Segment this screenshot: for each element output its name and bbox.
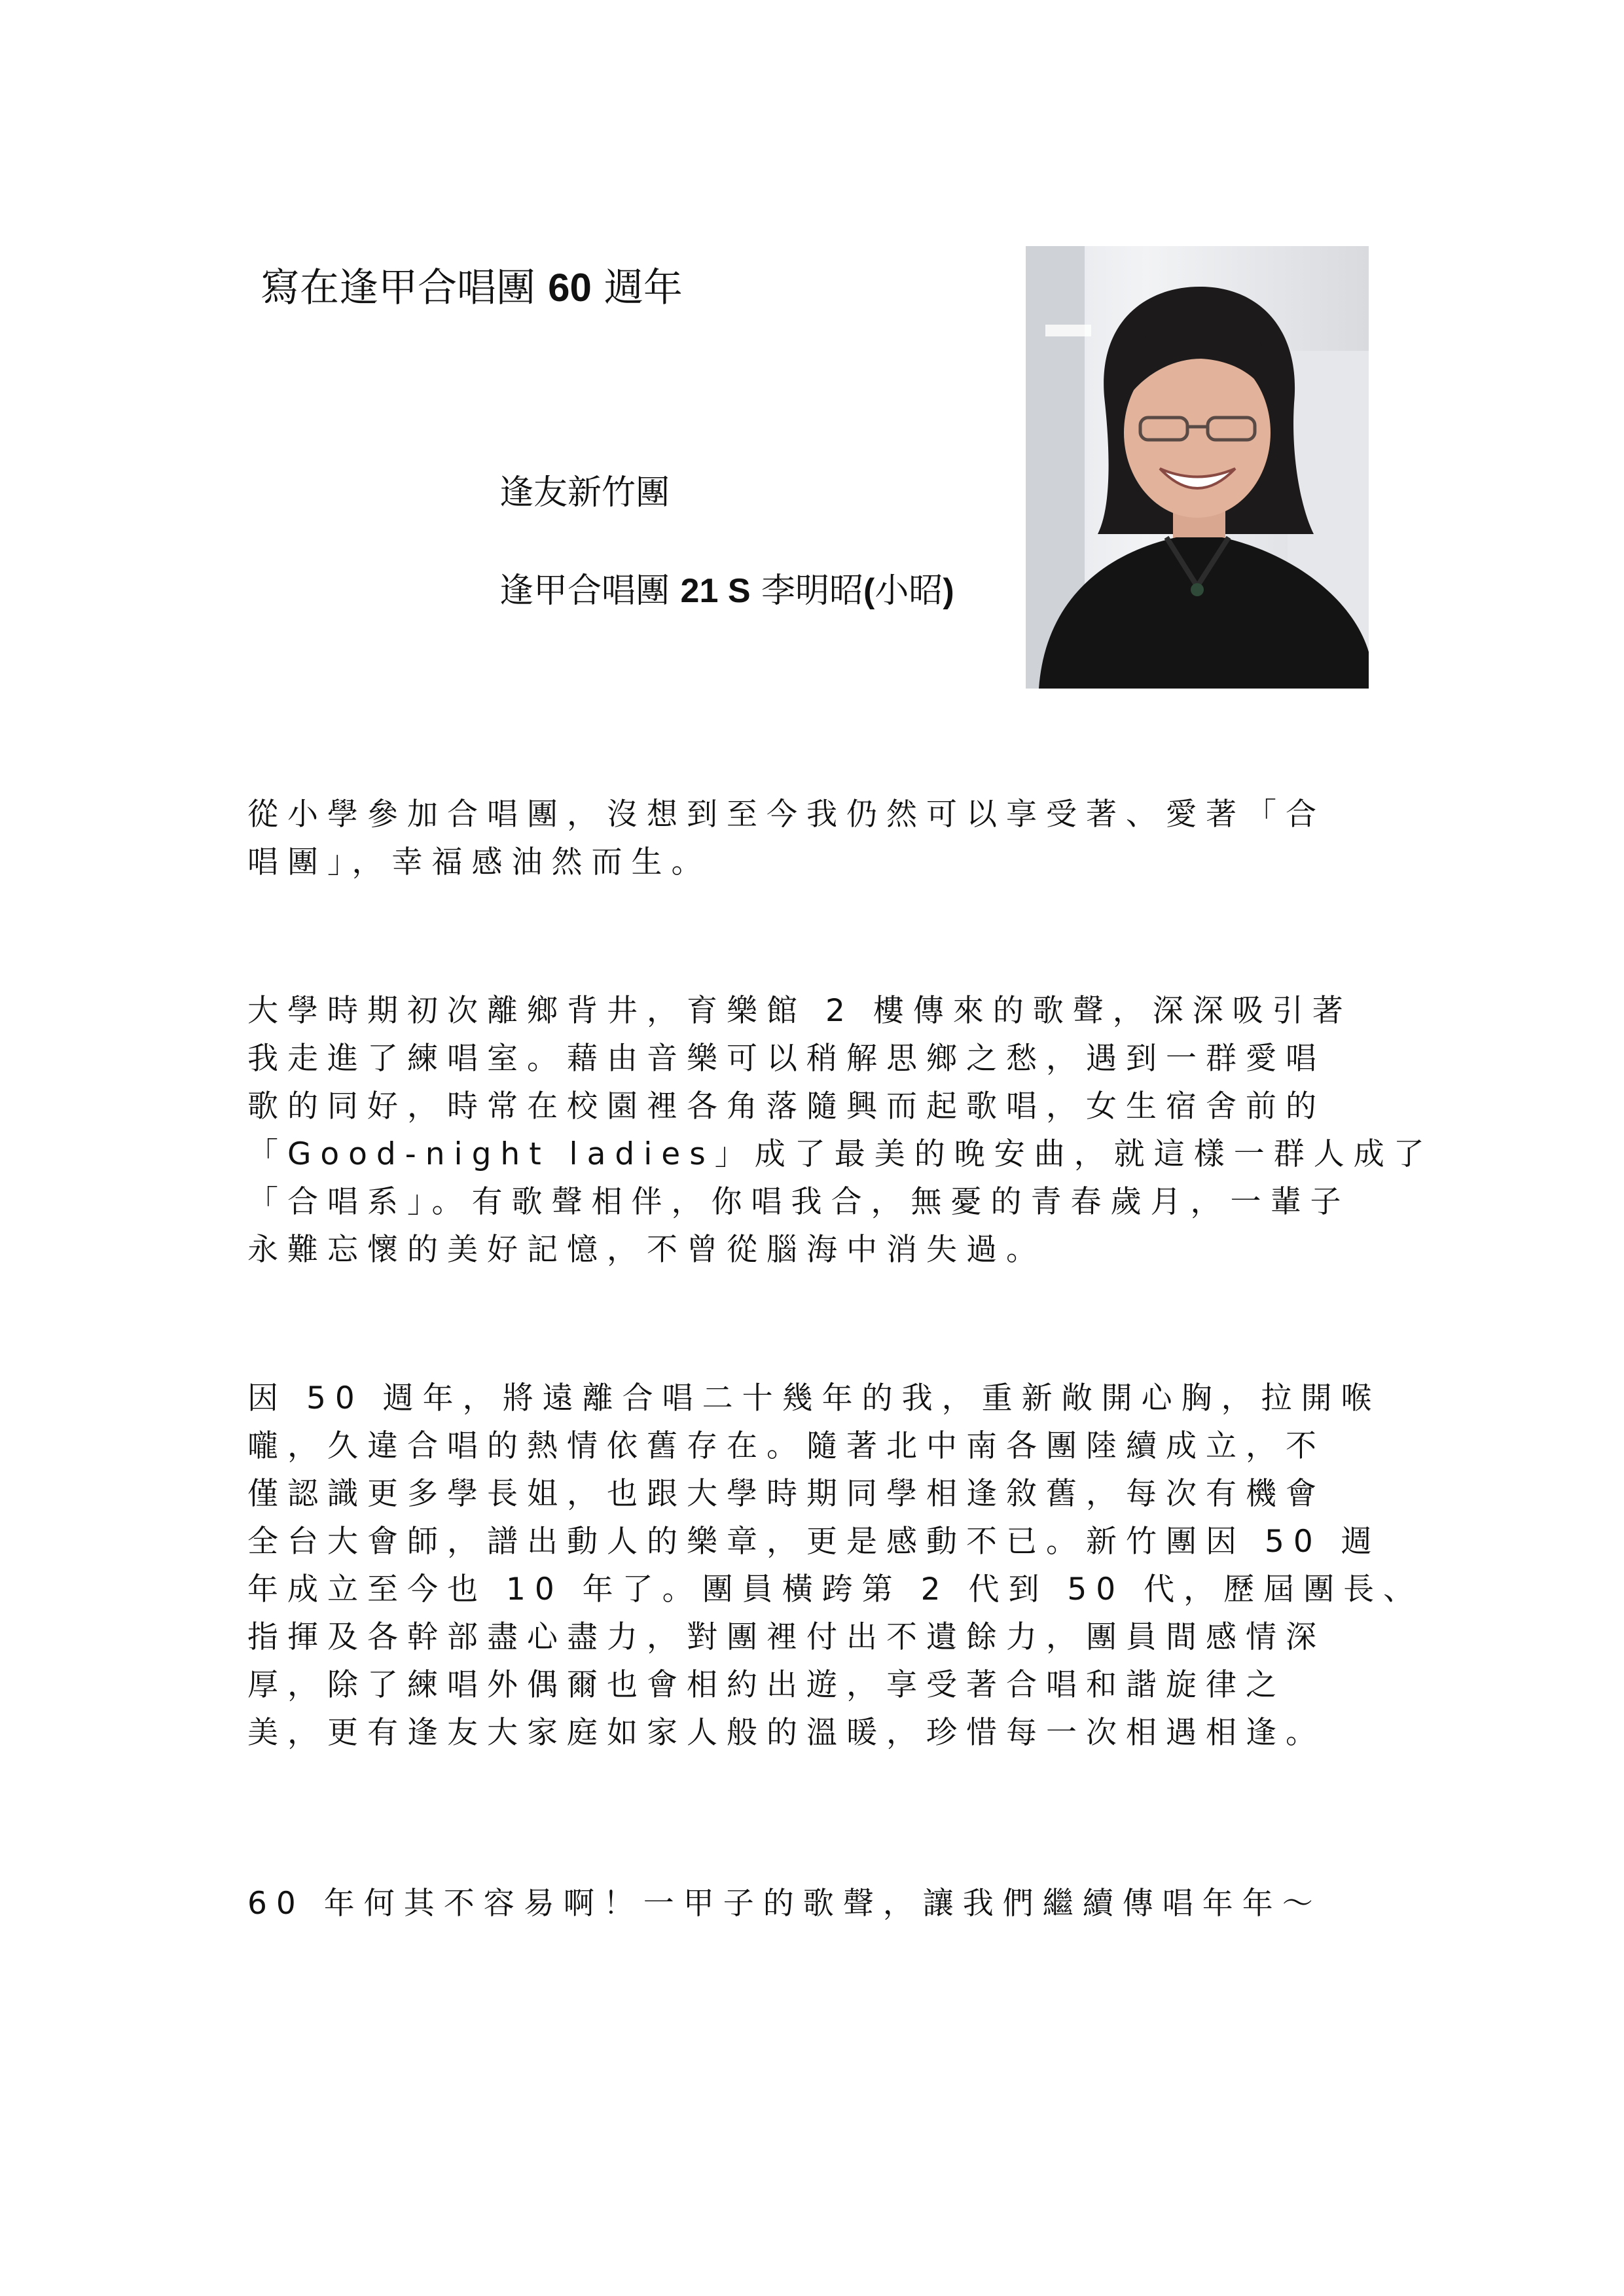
paragraph-line: 我走進了練唱室。藉由音樂可以稍解思鄉之愁，遇到一群愛唱 xyxy=(247,1041,1326,1077)
paragraph-line: 從小學參加合唱團，沒想到至今我仍然可以享受著、愛著「合 xyxy=(247,797,1326,833)
group-name: 逢友新竹團 xyxy=(499,473,670,512)
paragraph-line: 美，更有逢友大家庭如家人般的溫暖，珍惜每一次相遇相逢。 xyxy=(247,1715,1326,1751)
paragraph-line: 因 50 週年，將遠離合唱二十幾年的我，重新敞開心胸，拉開喉 xyxy=(247,1380,1381,1416)
paragraph-line: 大學時期初次離鄉背井，育樂館 2 樓傳來的歌聲，深深吸引著 xyxy=(247,993,1352,1029)
paragraph-3 xyxy=(247,1374,1424,1757)
paragraph-2 xyxy=(247,987,1434,1274)
author-name: 逢甲合唱團 21 S 李明昭(小昭) xyxy=(499,571,954,611)
author-photo xyxy=(1026,246,1369,689)
paragraph-line: 60 年何其不容易啊！一甲子的歌聲，讓我們繼續傳唱年年～ xyxy=(247,1886,1322,1922)
paragraph-line: 永難忘懷的美好記憶，不曾從腦海中消失過。 xyxy=(247,1232,1046,1268)
paragraph-line: 唱團」，幸福感油然而生。 xyxy=(247,844,712,880)
paragraph-line: 僅認識更多學長姐，也跟大學時期同學相逢敘舊，每次有機會 xyxy=(247,1476,1326,1512)
paragraph-line: 歌的同好，時常在校園裡各角落隨興而起歌唱，女生宿舍前的 xyxy=(247,1088,1326,1124)
paragraph-line: 全台大會師，譜出動人的樂章，更是感動不已。新竹團因 50 週 xyxy=(247,1524,1381,1560)
paragraph-line: 指揮及各幹部盡心盡力，對團裡付出不遺餘力，團員間感情深 xyxy=(247,1619,1326,1655)
paragraph-line: 厚，除了練唱外偶爾也會相約出遊，享受著合唱和諧旋律之 xyxy=(247,1667,1286,1703)
paragraph-4 xyxy=(247,1880,1373,1928)
paragraph-line: 「Good-night ladies」成了最美的晚安曲，就這樣一群人成了 xyxy=(247,1136,1434,1172)
paragraph-1 xyxy=(247,791,1373,886)
paragraph-line: 「合唱系」。有歌聲相伴，你唱我合，無憂的青春歲月，一輩子 xyxy=(247,1184,1350,1220)
paragraph-line: 嚨，久違合唱的熱情依舊存在。隨著北中南各團陸續成立，不 xyxy=(247,1428,1326,1464)
page-title: 寫在逢甲合唱團 60 週年 xyxy=(261,265,683,311)
paragraph-line: 年成立至今也 10 年了。團員橫跨第 2 代到 50 代，歷屆團長、 xyxy=(247,1571,1424,1607)
